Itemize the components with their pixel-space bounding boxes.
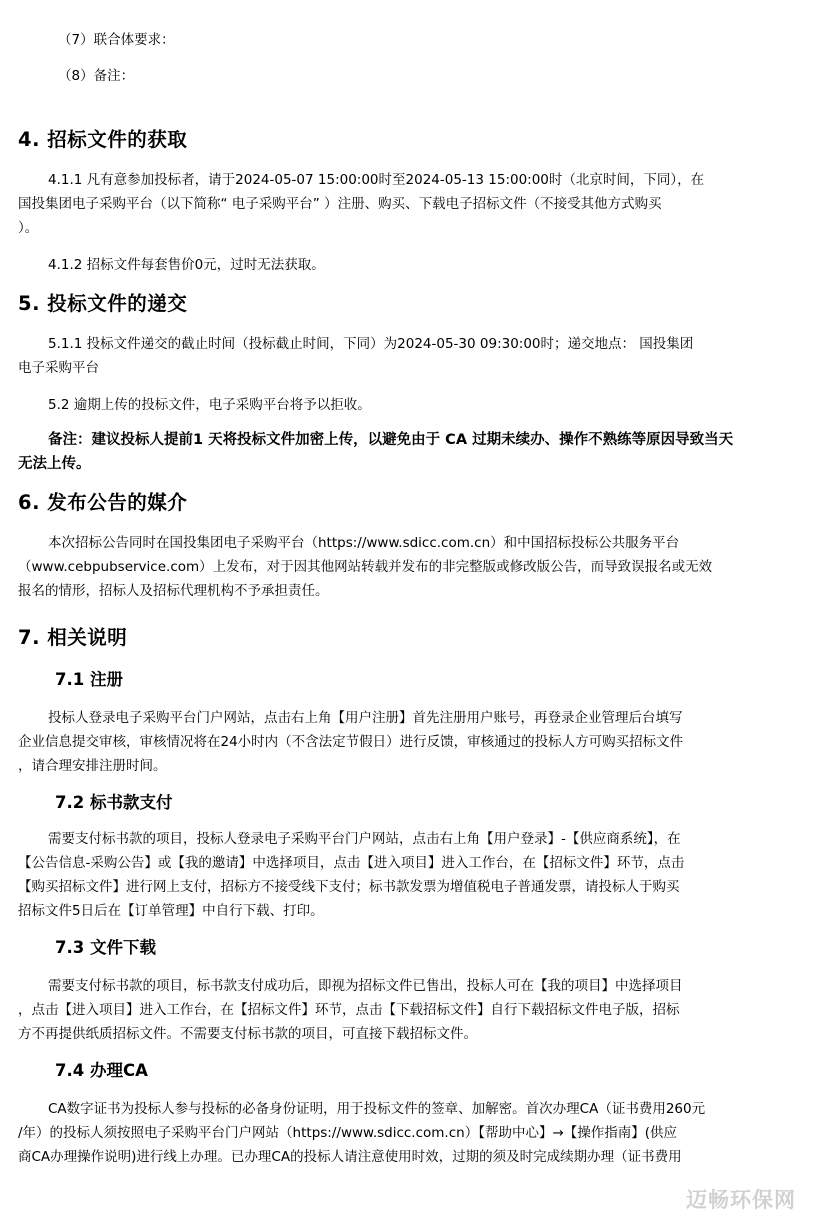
s5-note-line1: 备注：建议投标人提前1 天将投标文件加密上传，以避免由于 CA 过期未续办、操作不熟练等原因导致当天 bbox=[48, 432, 734, 448]
s72-line3: 【购买招标文件】进行网上支付，招标方不接受线下支付；标书款发票为增值税电子普通发票，请投标人于购买 bbox=[18, 879, 680, 895]
s74-line1: CA数字证书为投标人参与投标的必备身份证明，用于投标文件的签章、加解密。首次办理CA（证书费用260元 bbox=[48, 1101, 706, 1117]
s5-para2: 5.2 逾期上传的投标文件，电子采购平台将予以拒收。 bbox=[48, 397, 371, 413]
s74-line2: /年）的投标人须按照电子采购平台门户网站（https://www.sdicc.com.cn）【帮助中心】→【操作指南】(供应 bbox=[18, 1125, 678, 1141]
s72-line2: 【公告信息-采购公告】或【我的邀请】中选择项目，点击【进入项目】进入工作台，在【招标文件】环节，点击 bbox=[18, 855, 685, 871]
s6-para-line1: 本次招标公告同时在国投集团电子采购平台（https://www.sdicc.com.cn）和中国招标投标公共服务平台 bbox=[48, 535, 680, 551]
section-7-2-title: 7.2 标书款支付 bbox=[55, 793, 173, 812]
s72-line1: 需要支付标书款的项目，投标人登录电子采购平台门户网站，点击右上角【用户登录】-【供应商系统】，在 bbox=[48, 831, 681, 847]
s73-line2: ，点击【进入项目】进入工作台，在【招标文件】环节，点击【下载招标文件】自行下载招标文件电子版，招标 bbox=[18, 1002, 680, 1018]
section-7-3-title: 7.3 文件下载 bbox=[55, 938, 156, 957]
s73-line1: 需要支付标书款的项目，标书款支付成功后，即视为招标文件已售出，投标人可在【我的项目】中选择项目 bbox=[48, 978, 683, 994]
s4-para2: 4.1.2 招标文件每套售价0元，过时无法获取。 bbox=[48, 257, 325, 273]
section-7-1-title: 7.1 注册 bbox=[55, 670, 123, 689]
s71-line1: 投标人登录电子采购平台门户网站，点击右上角【用户注册】首先注册用户账号，再登录企业管理后台填写 bbox=[48, 710, 683, 726]
s5-para1-line2: 电子采购平台 bbox=[18, 360, 99, 376]
notes-label: （8）备注： bbox=[58, 68, 135, 84]
site-watermark: 迈畅环保网 bbox=[686, 1188, 796, 1212]
s5-para1-line1: 5.1.1 投标文件递交的截止时间（投标截止时间，下同）为2024-05-30 09:30:00时；递交地点： 国投集团 bbox=[48, 336, 694, 352]
section-7-title: 7. 相关说明 bbox=[18, 626, 128, 649]
s71-line3: ，请合理安排注册时间。 bbox=[18, 758, 167, 774]
s6-para-line2: （www.cebpubservice.com）上发布，对于因其他网站转载并发布的非完整版或修改版公告，而导致误报名或无效 bbox=[18, 559, 713, 575]
s4-para1-line3: ）。 bbox=[18, 220, 39, 236]
s71-line2: 企业信息提交审核，审核情况将在24小时内（不含法定节假日）进行反馈，审核通过的投标人方可购买招标文件 bbox=[18, 734, 684, 750]
s74-line3: 商CA办理操作说明)进行线上办理。已办理CA的投标人请注意使用时效，过期的须及时完成续期办理（证书费用 bbox=[18, 1149, 682, 1165]
section-7-4-title: 7.4 办理CA bbox=[55, 1061, 148, 1080]
section-4-title: 4. 招标文件的获取 bbox=[18, 128, 188, 151]
s72-line4: 招标文件5日后在【订单管理】中自行下载、打印。 bbox=[18, 903, 324, 919]
s5-note-line2: 无法上传。 bbox=[18, 456, 91, 472]
consortium-requirement: （7）联合体要求： bbox=[58, 32, 175, 48]
s73-line3: 方不再提供纸质招标文件。不需要支付标书款的项目，可直接下载招标文件。 bbox=[18, 1026, 477, 1042]
s6-para-line3: 报名的情形，招标人及招标代理机构不予承担责任。 bbox=[18, 583, 329, 599]
section-5-title: 5. 投标文件的递交 bbox=[18, 292, 188, 315]
s4-para1-line1: 4.1.1 凡有意参加投标者，请于2024-05-07 15:00:00时至2024-05-13 15:00:00时（北京时间，下同），在 bbox=[48, 172, 705, 188]
s4-para1-line2: 国投集团电子采购平台（以下简称“ 电子采购平台” ）注册、购买、下载电子招标文件（不接受其他方式购买 bbox=[18, 196, 662, 212]
section-6-title: 6. 发布公告的媒介 bbox=[18, 491, 188, 514]
